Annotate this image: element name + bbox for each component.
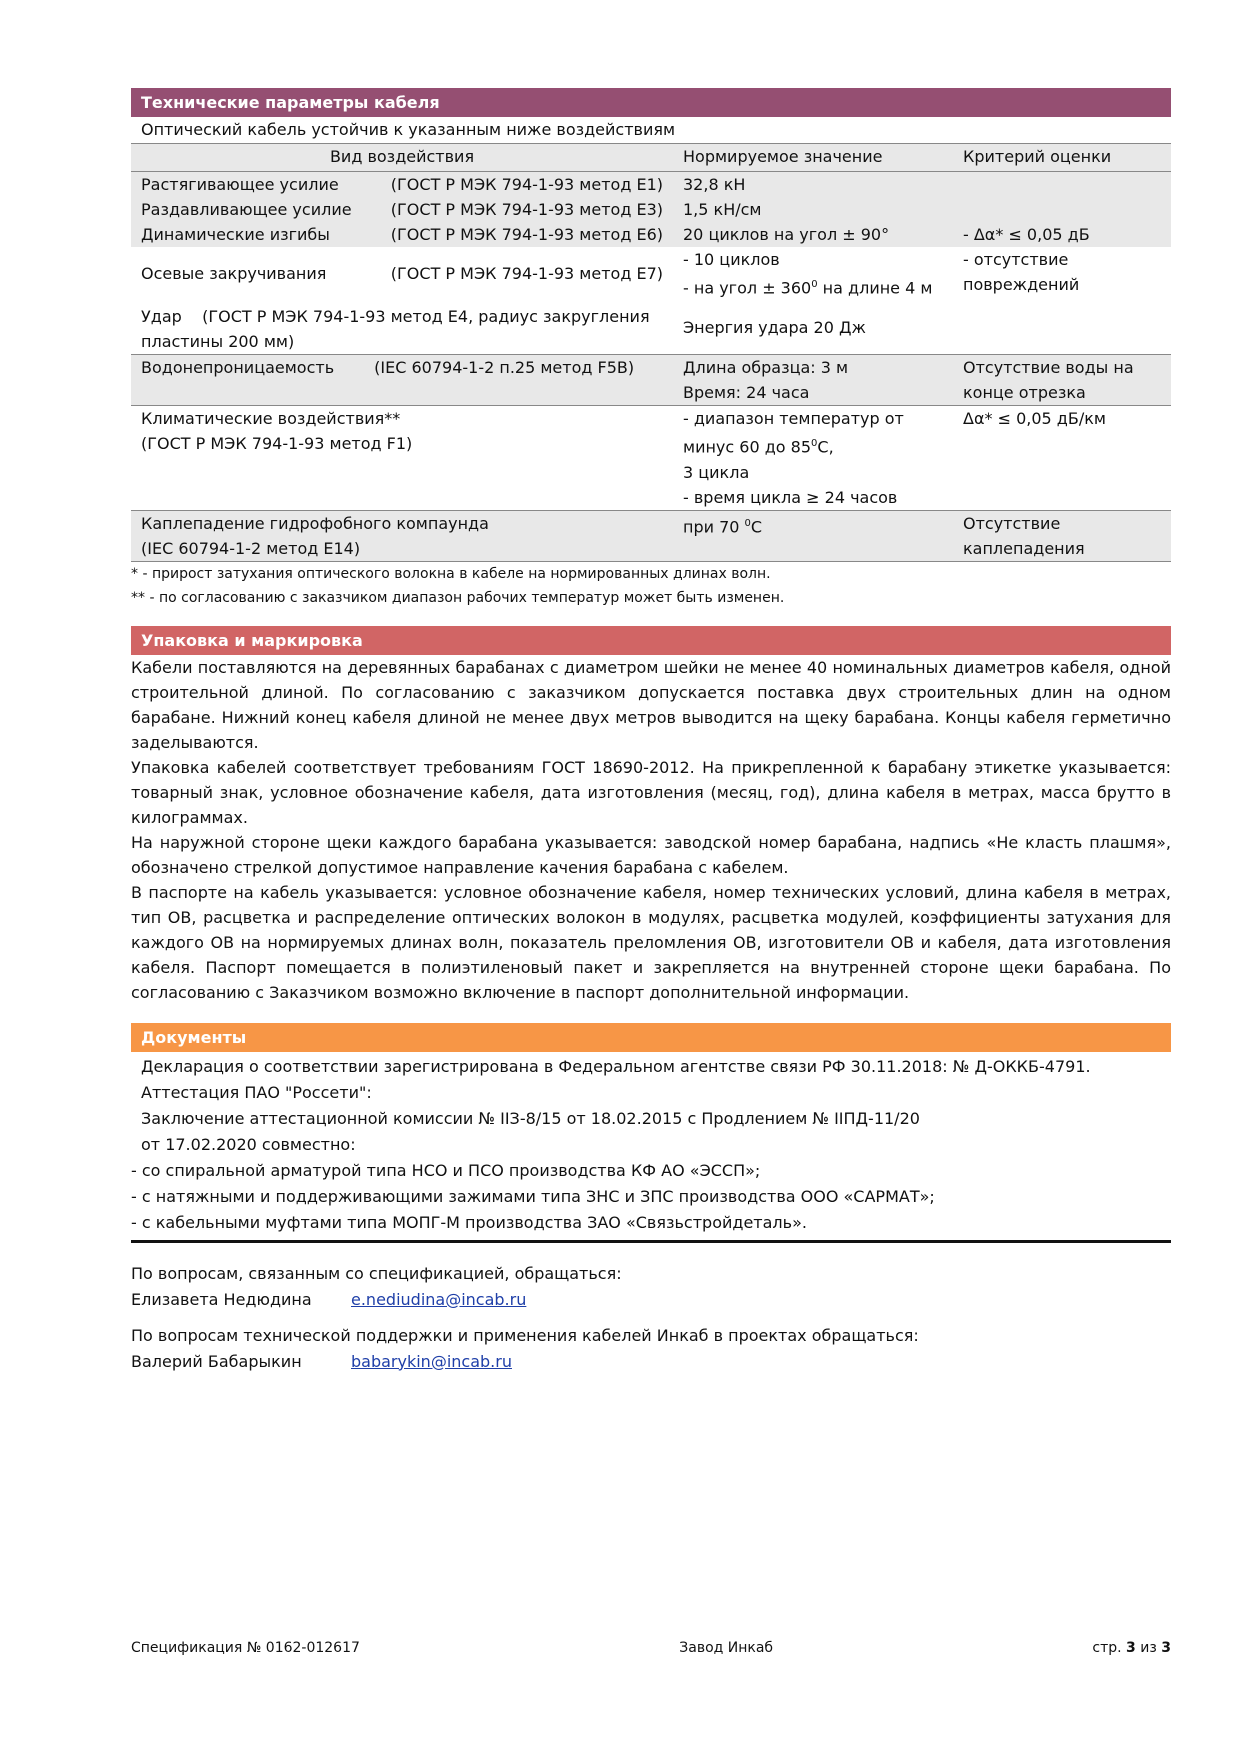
- footer-page: стр. 3 из 3: [1092, 1640, 1171, 1656]
- table-row: Удар (ГОСТ Р МЭК 794-1-93 метод Е4, радиус закругления пластины 200 мм) Энергия удара 20 Дж: [131, 300, 1171, 355]
- table-row: Осевые закручивания (ГОСТ Р МЭК 794-1-93 метод Е7) - 10 циклов - на угол ± $360^0$ на длине 4 м - отсутствие повреждений: [141, 250, 1080, 298]
- spec-contact-email-link[interactable]: e.nediudina@incab.ru: [351, 1289, 527, 1309]
- doc-line: Декларация о соответствии зарегистрирована в Федеральном агентстве связи РФ 30.11.2018: № Д-ОККБ-4791.: [141, 1056, 1091, 1076]
- tech-contact-name: Валерий Бабарыкин: [131, 1351, 302, 1371]
- table-row: Раздавливающее усилие (ГОСТ Р МЭК 794-1-93 метод Е3) 1,5 кН/см: [131, 197, 1171, 222]
- table-row: Динамические изгибы (ГОСТ Р МЭК 794-1-93 метод Е6) 20 циклов на угол ± 90° - Δα* ≤ 0,05 дБ: [131, 222, 1171, 247]
- col-header-criteria: Критерий оценки: [953, 144, 1171, 172]
- doc-line: - со спиральной арматурой типа НСО и ПСО производства КФ АО «ЭССП»;: [131, 1160, 761, 1180]
- tech-contact-text: По вопросам технической поддержки и применения кабелей Инкаб в проектах обращаться:: [131, 1325, 919, 1345]
- footnote-1: * - прирост затухания оптического волокна в кабеле на нормированных длинах волн.: [131, 565, 771, 582]
- doc-line: Аттестация ПАО "Россети":: [141, 1082, 372, 1102]
- section-header-docs: Документы: [131, 1023, 1171, 1052]
- pack-paragraph-4: В паспорте на кабель указывается: условное обозначение кабеля, номер технических условий, длина кабеля в метрах, тип ОВ, расцветка и распределение оптических волокон в модулях, расцветка модулей, коэффициенты затухания для каждого ОВ на нормируемых длинах волн, показатель преломления ОВ, изготовители ОВ и кабеля, дата изготовления кабеля. Паспорт помещается в полиэтиленовый пакет и закрепляется на внутренней стороне щеки барабана. По согласованию с Заказчиком возможно включение в паспорт дополнительной информации.: [131, 882, 1171, 1002]
- section-header-tech: Технические параметры кабеля: [131, 88, 1171, 117]
- documents-list: [131, 1052, 1171, 1243]
- footer-spec: Спецификация № 0162-012617: [131, 1640, 360, 1656]
- table-row: Растягивающее усилие (ГОСТ Р МЭК 794-1-93 метод Е1) 32,8 кН: [131, 172, 1171, 198]
- pack-paragraph-1: Кабели поставляются на деревянных барабанах с диаметром шейки не менее 40 номинальных диаметров кабеля, одной строительной длиной. По согласованию с заказчиком допускается поставка двух строительных длин на одном барабане. Нижний конец кабеля длиной не менее двух метров выводится на щеку барабана. Концы кабеля герметично заделываются.: [131, 657, 1171, 752]
- footer-company: Завод Инкаб: [679, 1640, 774, 1656]
- col-header-value: Нормируемое значение: [673, 144, 953, 172]
- doc-line: Заключение аттестационной комиссии № IIЗ-8/15 от 18.02.2015 с Продлением № IIПД-11/20: [141, 1108, 920, 1128]
- doc-line: - с натяжными и поддерживающими зажимами типа ЗНС и ЗПС производства ООО «САРМАТ»;: [131, 1186, 935, 1206]
- doc-line: от 17.02.2020 совместно:: [141, 1134, 356, 1154]
- document-page: [131, 88, 1171, 1375]
- tech-params-table: [131, 117, 1171, 562]
- pack-paragraph-3: На наружной стороне щеки каждого барабана указывается: заводской номер барабана, надпись «Не класть плашмя», обозначено стрелкой допустимое направление качения барабана с кабелем.: [131, 832, 1171, 877]
- footnote-2: ** - по согласованию с заказчиком диапазон рабочих температур может быть изменен.: [131, 589, 785, 606]
- spec-contact-name: Елизавета Недюдина: [131, 1289, 312, 1309]
- pack-paragraph-2: Упаковка кабелей соответствует требованиям ГОСТ 18690-2012. На прикрепленной к барабану этикетке указывается: товарный знак, условное обозначение кабеля, дата изготовления (месяц, год), длина кабеля в метрах, масса брутто в килограммах.: [131, 757, 1171, 827]
- table-row: Водонепроницаемость (IEC 60794-1-2 п.25 метод F5B) Длина образца: 3 м Время: 24 часа Отсутствие воды на конце отрезка: [131, 355, 1171, 406]
- tech-contact-email-link[interactable]: babarykin@incab.ru: [351, 1351, 512, 1371]
- table-row: Климатические воздействия** (ГОСТ Р МЭК 794-1-93 метод F1) - диапазон температур от минус 60 до $85^0С$, 3 цикла - время цикла ≥ 24 часов Δα* ≤ 0,05 дБ/км: [131, 406, 1171, 510]
- spec-contact-text: По вопросам, связанным со спецификацией, обращаться:: [131, 1263, 622, 1283]
- doc-line: - с кабельными муфтами типа МОПГ-М производства ЗАО «Связьстройдеталь».: [131, 1212, 807, 1232]
- contacts: [131, 1261, 1171, 1375]
- col-header-type: Вид воздействия: [131, 144, 673, 172]
- table-intro: Оптический кабель устойчив к указанным ниже воздействиям: [131, 117, 1171, 144]
- section-header-pack: Упаковка и маркировка: [131, 626, 1171, 655]
- page-footer: [131, 1640, 1171, 1656]
- table-row: Каплепадение гидрофобного компаунда (IEC 60794-1-2 метод Е14) при 70 $^0$С Отсутствие каплепадения: [131, 510, 1171, 561]
